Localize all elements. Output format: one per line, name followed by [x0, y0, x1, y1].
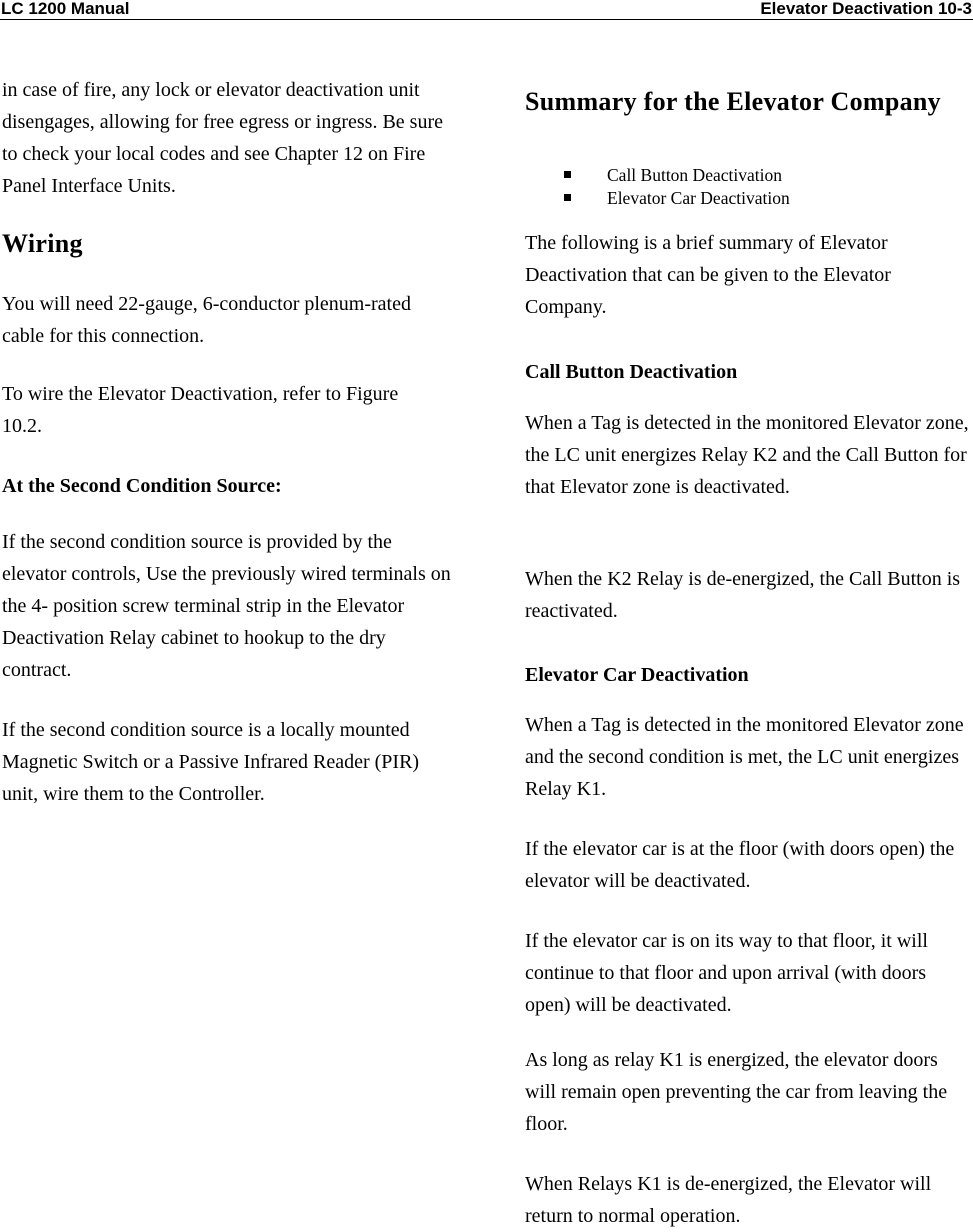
bullet-text: Elevator Car Deactivation [607, 188, 790, 208]
car-paragraph-4: As long as relay K1 is energized, the elevator doors will remain open preventing the car from leaving the floor. [525, 1049, 948, 1135]
summary-heading: Summary for the Elevator Company [525, 87, 941, 116]
second-source-paragraph-1: If the second condition source is provided by the elevator controls, Use the previously wired terminals on the 4- position screw terminal strip in the Elevator Deactivation Relay cabinet to hookup to the dry contract. [2, 531, 451, 681]
manual-title: LC 1200 Manual [1, 0, 130, 18]
wiring-paragraph-1: You will need 22-gauge, 6-conductor plenum-rated cable for this connection. [2, 293, 411, 347]
page-header [0, 0, 973, 20]
bullet-item [525, 164, 790, 187]
call-button-heading: Call Button Deactivation [525, 361, 738, 383]
car-paragraph-2: If the elevator car is at the floor (with doors open) the elevator will be deactivated. [525, 838, 955, 892]
call-button-paragraph-1: When a Tag is detected in the monitored Elevator zone, the LC unit energizes Relay K2 and the Call Button for that Elevator zone is deactivated. [525, 412, 969, 498]
call-button-paragraph-2: When the K2 Relay is de-energized, the Call Button is reactivated. [525, 568, 961, 622]
car-paragraph-3: If the elevator car is on its way to that floor, it will continue to that floor and upon arrival (with doors open) will be deactivated. [525, 930, 928, 1016]
second-source-paragraph-2: If the second condition source is a locally mounted Magnetic Switch or a Passive Infrared Reader (PIR) unit, wire them to the Controller. [2, 719, 420, 805]
bullet-icon [564, 194, 571, 201]
wiring-paragraph-2: To wire the Elevator Deactivation, refer to Figure 10.2. [2, 383, 399, 437]
section-page-number: Elevator Deactivation 10-3 [760, 0, 972, 18]
second-source-heading: At the Second Condition Source: [2, 475, 282, 497]
summary-paragraph: The following is a brief summary of Elevator Deactivation that can be given to the Elevator Company. [525, 232, 891, 318]
bullet-text: Call Button Deactivation [607, 165, 782, 185]
wiring-heading: Wiring [2, 229, 83, 258]
summary-bullet-list [525, 164, 790, 210]
car-paragraph-5: When Relays K1 is de-energized, the Elevator will return to normal operation. [525, 1173, 932, 1227]
bullet-icon [564, 171, 571, 178]
car-deactivation-heading: Elevator Car Deactivation [525, 664, 749, 686]
car-paragraph-1: When a Tag is detected in the monitored Elevator zone and the second condition is met, the LC unit energizes Relay K1. [525, 714, 964, 800]
bullet-item [525, 187, 790, 210]
intro-paragraph: in case of fire, any lock or elevator deactivation unit disengages, allowing for free egress or ingress. Be sure to check your local codes and see Chapter 12 on Fire Panel Interface Units. [2, 79, 443, 197]
